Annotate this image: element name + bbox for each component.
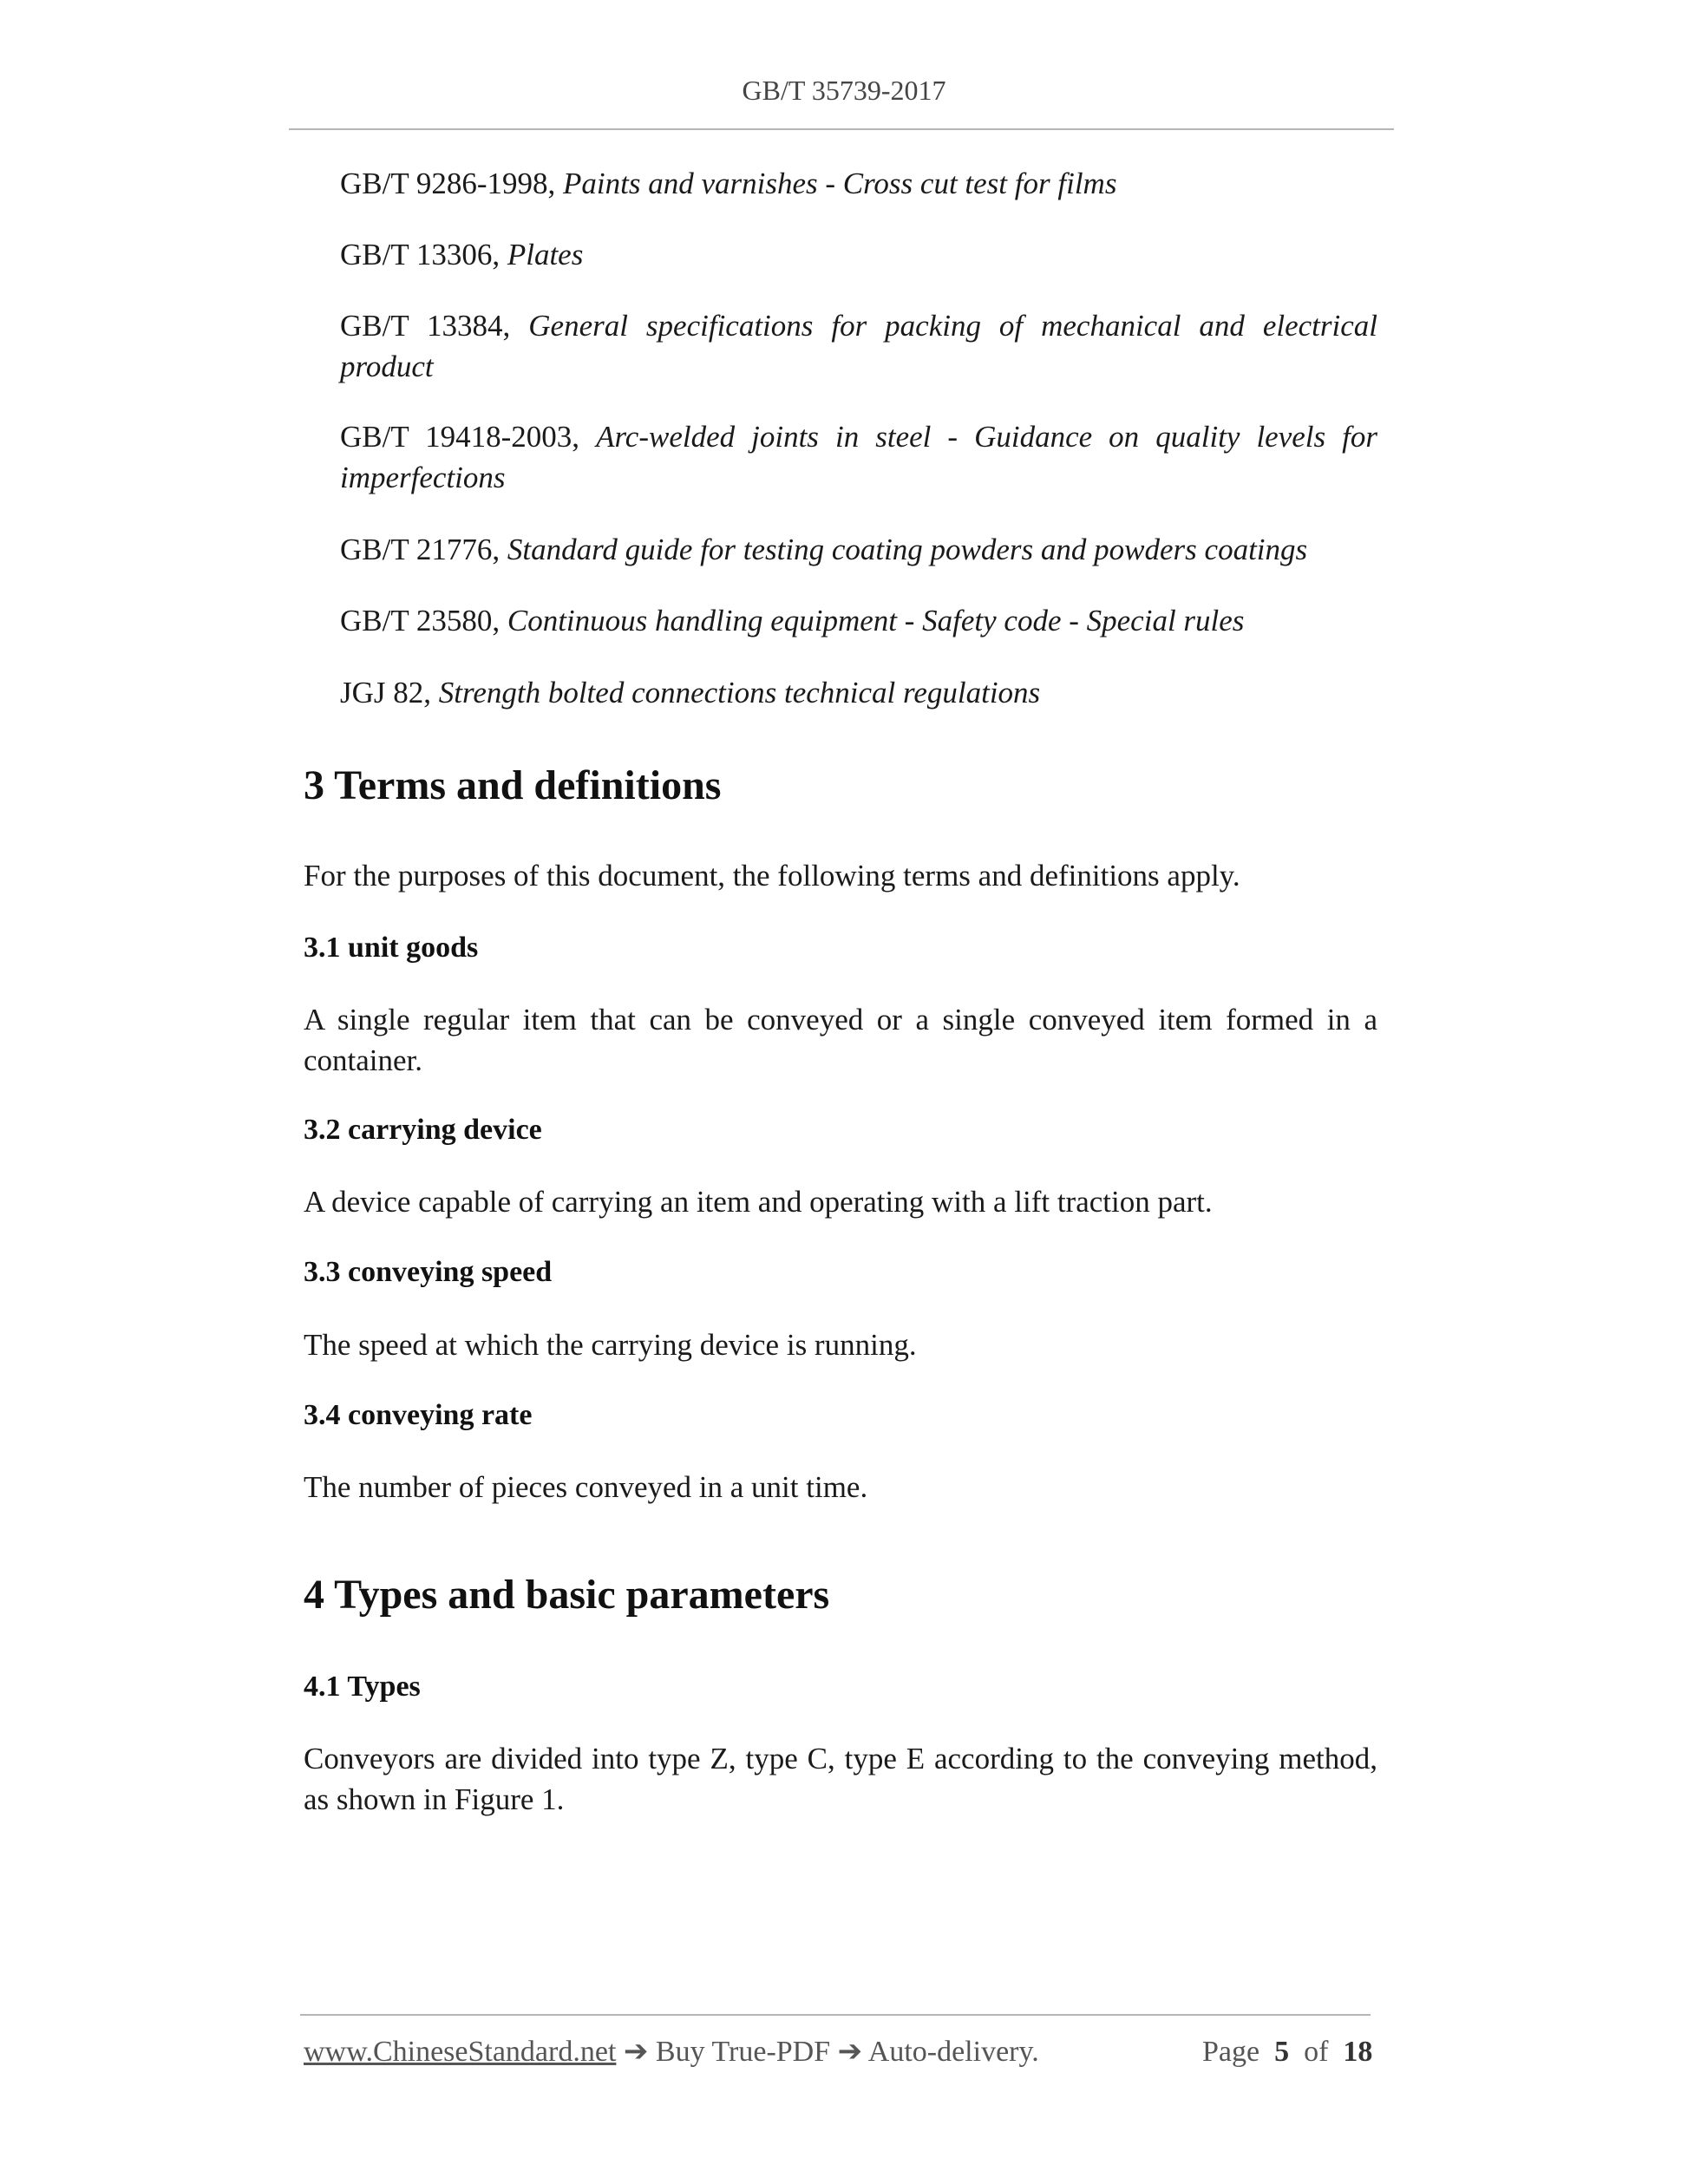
page-number: 5 — [1274, 2036, 1290, 2068]
reference-code: GB/T 23580, — [340, 604, 501, 638]
of-label: of — [1304, 2036, 1329, 2068]
footer-links — [304, 2033, 1039, 2071]
reference-title: General specifications for packing of mechanical and electrical product — [340, 309, 1378, 383]
reference-entry — [340, 305, 1377, 387]
buy-pdf-text: Buy True-PDF — [655, 2036, 831, 2068]
section-intro: For the purposes of this document, the following terms and definitions apply. — [304, 859, 1240, 893]
auto-delivery-text: Auto-delivery. — [867, 2036, 1039, 2068]
term-definition: The speed at which the carrying device is running. — [304, 1328, 917, 1362]
reference-code: GB/T 9286-1998, — [340, 167, 556, 200]
reference-title: Strength bolted connections technical regulations — [438, 676, 1041, 709]
footer-divider — [300, 2014, 1371, 2016]
reference-title: Plates — [507, 238, 584, 271]
section-heading: 3 Terms and definitions — [304, 762, 722, 808]
section-heading: 4 Types and basic parameters — [304, 1572, 830, 1618]
term-definition: A single regular item that can be conveyed or a single conveyed item formed in a container. — [304, 1003, 1377, 1077]
reference-code: JGJ 82, — [340, 676, 432, 709]
reference-code: GB/T 13306, — [340, 238, 501, 271]
reference-entry — [340, 163, 1377, 204]
header-divider — [289, 128, 1394, 130]
reference-title: Continuous handling equipment - Safety code - Special rules — [507, 604, 1245, 638]
page-label: Page — [1202, 2036, 1260, 2068]
reference-title: Standard guide for testing coating powders and powders coatings — [507, 533, 1308, 566]
term-heading: 3.1 unit goods — [304, 932, 479, 964]
reference-entry — [340, 234, 1377, 275]
term-heading: 3.2 carrying device — [304, 1114, 542, 1146]
reference-code: GB/T 21776, — [340, 533, 501, 566]
reference-code: GB/T 13384, — [340, 309, 511, 343]
reference-entry — [340, 600, 1377, 641]
term-definition: The number of pieces conveyed in a unit time. — [304, 1470, 868, 1504]
reference-entry — [340, 529, 1377, 570]
arrow-icon: ➔ — [623, 2036, 649, 2068]
reference-entry — [340, 672, 1377, 713]
term-heading: 3.3 conveying speed — [304, 1256, 553, 1288]
site-link[interactable]: www.ChineseStandard.net — [304, 2036, 617, 2068]
term-heading: 3.4 conveying rate — [304, 1399, 533, 1431]
document-id-header: GB/T 35739-2017 — [742, 75, 946, 106]
reference-title: Paints and varnishes - Cross cut test for films — [563, 167, 1117, 200]
section-text: Conveyors are divided into type Z, type C, type E according to the conveying method, as shown in Figure 1. — [304, 1742, 1377, 1816]
reference-code: GB/T 19418-2003, — [340, 420, 580, 454]
reference-entry — [340, 416, 1377, 498]
page-indicator — [1202, 2033, 1372, 2071]
reference-title: Arc-welded joints in steel - Guidance on quality levels for imperfections — [340, 420, 1378, 494]
page-total: 18 — [1343, 2036, 1373, 2068]
arrow-icon: ➔ — [837, 2036, 863, 2068]
subsection-heading: 4.1 Types — [304, 1671, 421, 1703]
term-definition: A device capable of carrying an item and operating with a lift traction part. — [304, 1185, 1213, 1219]
